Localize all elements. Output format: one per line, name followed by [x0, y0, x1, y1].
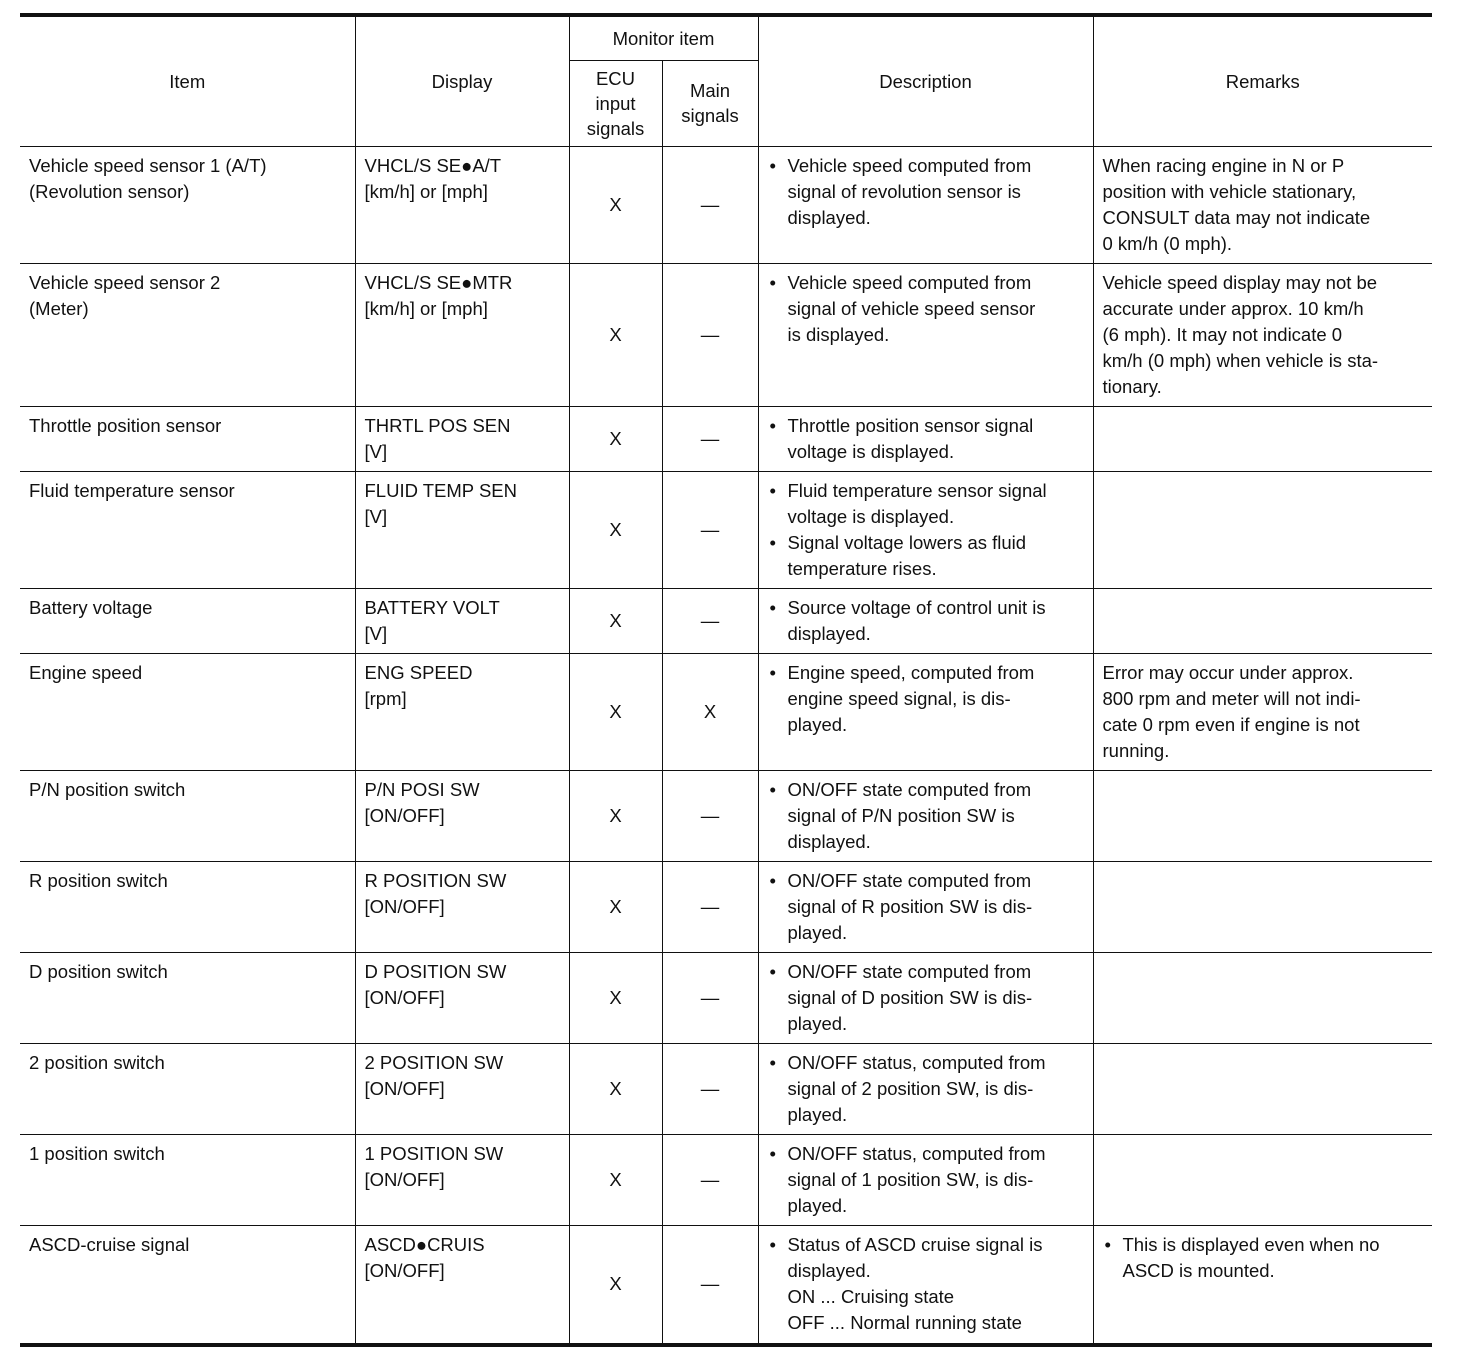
remarks-cell [1093, 1225, 1432, 1345]
item-text: (Revolution sensor) [29, 180, 190, 202]
display-cell [355, 263, 569, 406]
item-text: Engine speed [29, 661, 143, 683]
display-text: [km/h] or [mph] [364, 180, 488, 202]
remarks-cell [1093, 406, 1432, 471]
display-text: R POSITION SW [364, 869, 507, 891]
remarks-text: 800 rpm and meter will not indi- [1102, 687, 1361, 709]
item-text: R position switch [29, 869, 168, 891]
description-cell [758, 263, 1093, 406]
header-remarks: Remarks [1093, 15, 1432, 146]
item-text: Battery voltage [29, 596, 153, 618]
item-text: 1 position switch [29, 1142, 165, 1164]
description-bullet: • ON/OFF status, computed from [768, 1141, 1085, 1167]
table-row [20, 952, 1432, 1043]
remarks-cell [1093, 770, 1432, 861]
table-row [20, 653, 1432, 770]
display-cell [355, 588, 569, 653]
display-text: [ON/OFF] [364, 1168, 445, 1190]
display-text: [ON/OFF] [364, 986, 445, 1008]
description-text: is displayed. [787, 323, 890, 345]
display-text: ASCD●CRUIS [364, 1233, 485, 1255]
table-row [20, 406, 1432, 471]
description-cell [758, 1043, 1093, 1134]
item-cell [20, 1134, 355, 1225]
description-bullet: • Vehicle speed computed from [768, 270, 1085, 296]
main-signal-cell: — [662, 861, 758, 952]
description-text: signal of D position SW is dis- [787, 986, 1033, 1008]
description-bullet: • Engine speed, computed from [768, 660, 1085, 686]
table-row [20, 861, 1432, 952]
display-text: [ON/OFF] [364, 1259, 445, 1281]
display-cell [355, 471, 569, 588]
description-bullet: • Fluid temperature sensor signal [768, 478, 1085, 504]
display-cell [355, 146, 569, 263]
item-cell [20, 770, 355, 861]
header-item: Item [20, 15, 355, 146]
description-text: displayed. [787, 206, 871, 228]
display-text: P/N POSI SW [364, 778, 480, 800]
ecu-input-cell: X [569, 588, 662, 653]
item-cell [20, 588, 355, 653]
ecu-input-cell: X [569, 1225, 662, 1345]
item-text: (Meter) [29, 297, 89, 319]
table-row [20, 1043, 1432, 1134]
display-cell [355, 770, 569, 861]
description-cell [758, 471, 1093, 588]
main-signal-cell: X [662, 653, 758, 770]
display-text: [V] [364, 505, 388, 527]
description-bullet: • ON/OFF state computed from [768, 959, 1085, 985]
remarks-text: Vehicle speed display may not be [1102, 271, 1378, 293]
ecu-input-cell: X [569, 263, 662, 406]
remarks-cell [1093, 471, 1432, 588]
ecu-input-cell: X [569, 861, 662, 952]
remarks-cell [1093, 861, 1432, 952]
description-cell [758, 406, 1093, 471]
ecu-input-cell: X [569, 770, 662, 861]
item-cell [20, 653, 355, 770]
main-signal-cell: — [662, 406, 758, 471]
display-text: 2 POSITION SW [364, 1051, 504, 1073]
description-text: voltage is displayed. [787, 440, 955, 462]
description-bullet: • Signal voltage lowers as fluid [768, 530, 1085, 556]
display-cell [355, 861, 569, 952]
display-text: VHCL/S SE●MTR [364, 271, 513, 293]
remarks-bullet: • This is displayed even when no [1103, 1232, 1425, 1258]
description-text: OFF ... Normal running state [787, 1311, 1022, 1333]
consult-monitor-table [20, 13, 1432, 1347]
remarks-text: position with vehicle stationary, [1102, 180, 1357, 202]
remarks-cell [1093, 952, 1432, 1043]
item-text: Fluid temperature sensor [29, 479, 235, 501]
remarks-text: Error may occur under approx. [1102, 661, 1354, 683]
item-text: D position switch [29, 960, 168, 982]
description-text: displayed. [787, 1259, 871, 1281]
description-bullet: • ON/OFF state computed from [768, 868, 1085, 894]
description-bullet: • ON/OFF status, computed from [768, 1050, 1085, 1076]
item-cell [20, 263, 355, 406]
display-text: [V] [364, 622, 388, 644]
display-cell [355, 406, 569, 471]
header-monitor-item: Monitor item [569, 15, 758, 60]
main-signal-cell: — [662, 471, 758, 588]
header-main-signals: Main signals [662, 60, 758, 146]
description-text: played. [787, 1103, 848, 1125]
ecu-input-cell: X [569, 1134, 662, 1225]
description-cell [758, 1225, 1093, 1345]
ecu-input-cell: X [569, 1043, 662, 1134]
display-cell [355, 952, 569, 1043]
item-text: Throttle position sensor [29, 414, 222, 436]
remarks-cell [1093, 588, 1432, 653]
display-text: [ON/OFF] [364, 895, 445, 917]
display-text: 1 POSITION SW [364, 1142, 504, 1164]
display-cell [355, 1043, 569, 1134]
item-text: Vehicle speed sensor 2 [29, 271, 221, 293]
description-cell [758, 861, 1093, 952]
description-text: displayed. [787, 622, 871, 644]
remarks-cell [1093, 1043, 1432, 1134]
remarks-text: ASCD is mounted. [1122, 1259, 1275, 1281]
display-text: THRTL POS SEN [364, 414, 511, 436]
header-ecu-input-signals: ECU input signals [569, 60, 662, 146]
description-bullet: • ON/OFF state computed from [768, 777, 1085, 803]
description-text: played. [787, 713, 848, 735]
item-text: Vehicle speed sensor 1 (A/T) [29, 154, 267, 176]
description-text: signal of vehicle speed sensor [787, 297, 1036, 319]
description-text: voltage is displayed. [787, 505, 955, 527]
table-row [20, 588, 1432, 653]
remarks-cell [1093, 653, 1432, 770]
item-cell [20, 471, 355, 588]
ecu-input-cell: X [569, 406, 662, 471]
description-bullet: • Vehicle speed computed from [768, 153, 1085, 179]
remarks-text: cate 0 rpm even if engine is not [1102, 713, 1360, 735]
remarks-text: CONSULT data may not indicate [1102, 206, 1371, 228]
item-text: P/N position switch [29, 778, 186, 800]
main-signal-cell: — [662, 770, 758, 861]
table-row [20, 263, 1432, 406]
description-bullet: • Source voltage of control unit is [768, 595, 1085, 621]
ecu-input-cell: X [569, 653, 662, 770]
main-signal-cell: — [662, 1043, 758, 1134]
remarks-text: running. [1102, 739, 1170, 761]
item-cell [20, 861, 355, 952]
description-text: played. [787, 921, 848, 943]
description-text: signal of 2 position SW, is dis- [787, 1077, 1034, 1099]
item-text: 2 position switch [29, 1051, 165, 1073]
main-signal-cell: — [662, 588, 758, 653]
display-text: [ON/OFF] [364, 1077, 445, 1099]
description-cell [758, 653, 1093, 770]
table-row [20, 1134, 1432, 1225]
remarks-text: (6 mph). It may not indicate 0 [1102, 323, 1343, 345]
display-text: ENG SPEED [364, 661, 473, 683]
display-text: [ON/OFF] [364, 804, 445, 826]
description-cell [758, 770, 1093, 861]
item-cell [20, 406, 355, 471]
main-signal-cell: — [662, 1134, 758, 1225]
item-cell [20, 146, 355, 263]
table-row [20, 146, 1432, 263]
description-cell [758, 1134, 1093, 1225]
remarks-cell [1093, 263, 1432, 406]
remarks-text: tionary. [1102, 375, 1162, 397]
description-cell [758, 952, 1093, 1043]
item-cell [20, 952, 355, 1043]
display-cell [355, 653, 569, 770]
remarks-text: accurate under approx. 10 km/h [1102, 297, 1364, 319]
description-text: played. [787, 1194, 848, 1216]
display-cell [355, 1134, 569, 1225]
table-body [20, 146, 1432, 1345]
description-text: ON ... Cruising state [787, 1285, 955, 1307]
item-text: ASCD-cruise signal [29, 1233, 190, 1255]
table-row [20, 471, 1432, 588]
description-bullet: • Throttle position sensor signal [768, 413, 1085, 439]
item-cell [20, 1225, 355, 1345]
remarks-cell [1093, 146, 1432, 263]
display-text: [rpm] [364, 687, 407, 709]
display-text: D POSITION SW [364, 960, 507, 982]
item-cell [20, 1043, 355, 1134]
display-text: [km/h] or [mph] [364, 297, 488, 319]
description-cell [758, 588, 1093, 653]
description-text: signal of 1 position SW, is dis- [787, 1168, 1034, 1190]
description-text: signal of P/N position SW is [787, 804, 1015, 826]
ecu-input-cell: X [569, 146, 662, 263]
display-text: FLUID TEMP SEN [364, 479, 517, 501]
description-text: signal of R position SW is dis- [787, 895, 1033, 917]
main-signal-cell: — [662, 263, 758, 406]
header-display: Display [355, 15, 569, 146]
description-text: signal of revolution sensor is [787, 180, 1021, 202]
main-signal-cell: — [662, 952, 758, 1043]
description-text: played. [787, 1012, 848, 1034]
description-cell [758, 146, 1093, 263]
remarks-text: 0 km/h (0 mph). [1102, 232, 1233, 254]
description-text: engine speed signal, is dis- [787, 687, 1011, 709]
remarks-text: km/h (0 mph) when vehicle is sta- [1102, 349, 1379, 371]
table-row [20, 1225, 1432, 1345]
main-signal-cell: — [662, 146, 758, 263]
table-row [20, 770, 1432, 861]
ecu-input-cell: X [569, 952, 662, 1043]
header-description: Description [758, 15, 1093, 146]
description-bullet: • Status of ASCD cruise signal is [768, 1232, 1085, 1258]
remarks-cell [1093, 1134, 1432, 1225]
remarks-text: When racing engine in N or P [1102, 154, 1345, 176]
display-text: BATTERY VOLT [364, 596, 500, 618]
main-signal-cell: — [662, 1225, 758, 1345]
display-text: VHCL/S SE●A/T [364, 154, 502, 176]
description-text: temperature rises. [787, 557, 937, 579]
description-text: displayed. [787, 830, 871, 852]
display-text: [V] [364, 440, 388, 462]
ecu-input-cell: X [569, 471, 662, 588]
display-cell [355, 1225, 569, 1345]
